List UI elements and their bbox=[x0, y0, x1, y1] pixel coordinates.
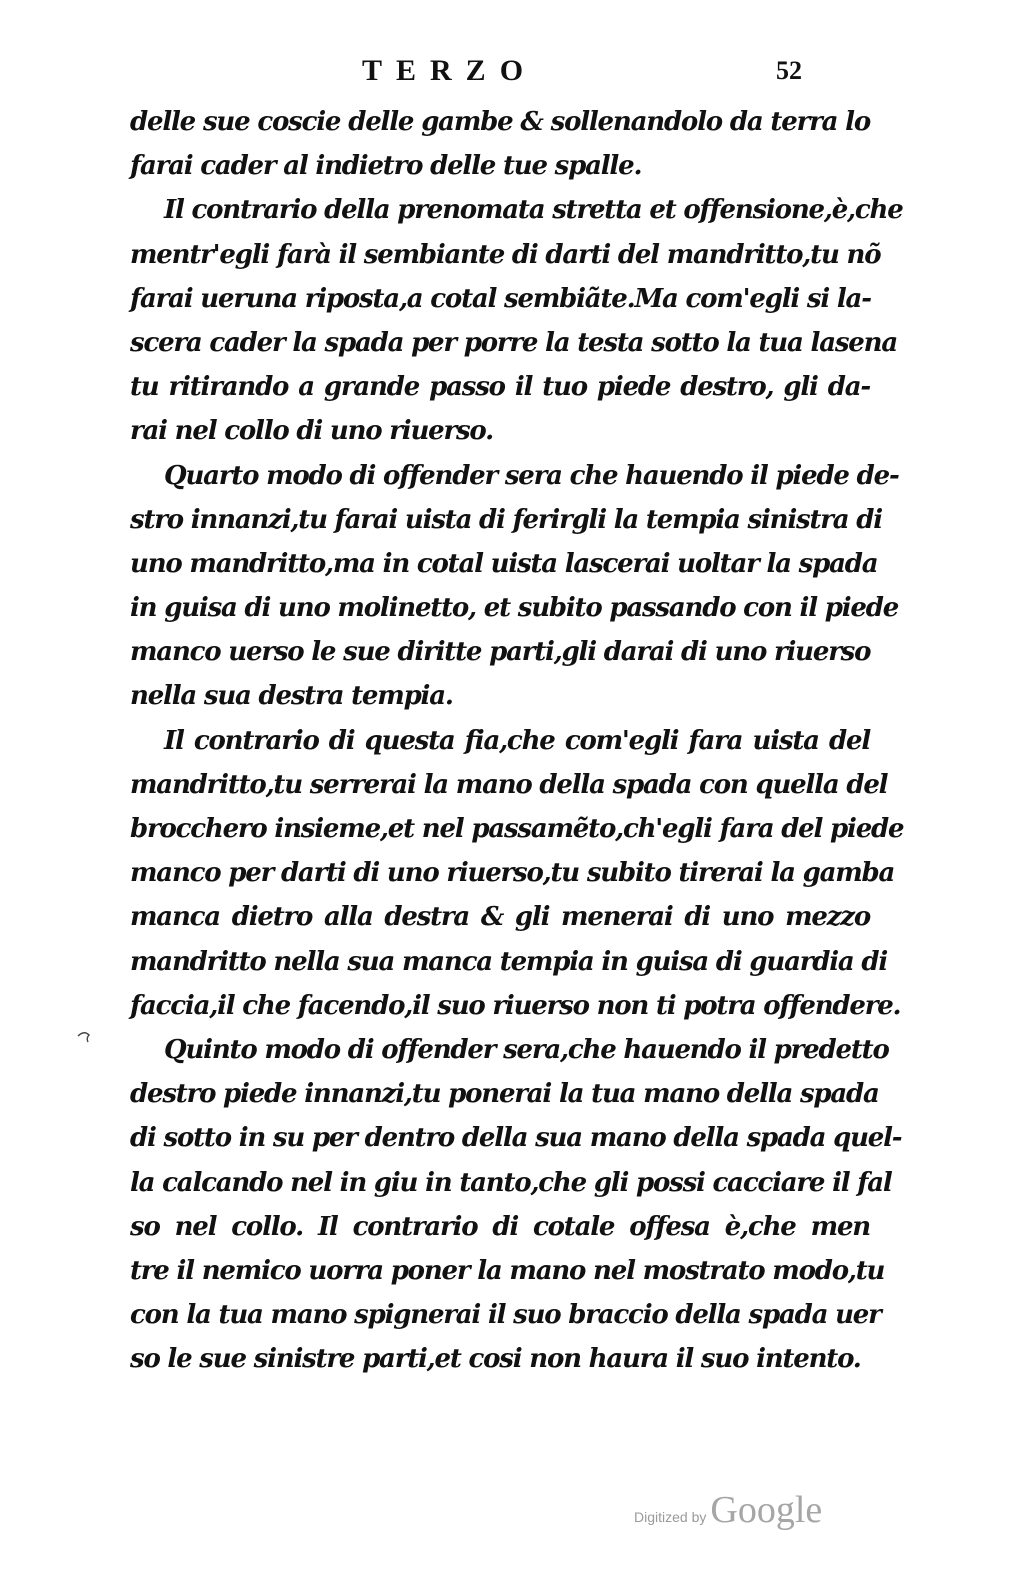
page-header bbox=[0, 54, 1024, 94]
text-line: farai cader al indietro delle tue spalle. bbox=[130, 151, 642, 182]
text-line: nella sua destra tempia. bbox=[130, 681, 453, 712]
body-text bbox=[130, 100, 904, 1381]
text-line: uno mandritto,ma in cotal uista lascerai uoltar la spada bbox=[130, 548, 878, 579]
text-line: mandritto,tu serrerai la mano della spada con quella del bbox=[130, 769, 888, 800]
text-line: manco uerso le sue diritte parti,gli darai di uno riuerso bbox=[130, 637, 871, 668]
text-line: mandritto nella sua manca tempia in guisa di guardia di bbox=[130, 946, 888, 977]
running-title: TERZO bbox=[362, 54, 538, 87]
text-line: di sotto in su per dentro della sua mano della spada quel- bbox=[130, 1123, 902, 1154]
text-line: Il contrario della prenomata stretta et offensione,è,che bbox=[164, 195, 903, 226]
margin-mark-icon bbox=[76, 1028, 92, 1044]
text-line: manca dietro alla destra & gli menerai di uno mezzo bbox=[130, 902, 870, 933]
watermark-prefix: Digitized by bbox=[634, 1509, 707, 1525]
text-line: Il contrario di questa fia,che com'egli fara uista del bbox=[164, 725, 870, 756]
text-line: manco per darti di uno riuerso,tu subito tirerai la gamba bbox=[130, 858, 895, 889]
text-line: la calcando nel in giu in tanto,che gli possi cacciare il fal bbox=[130, 1167, 892, 1198]
text-line: scera cader la spada per porre la testa sotto la tua lasena bbox=[130, 327, 897, 358]
text-line: Quinto modo di offender sera,che hauendo il predetto bbox=[164, 1034, 889, 1065]
text-line: Quarto modo di offender sera che hauendo il piede de- bbox=[164, 460, 899, 491]
text-line: tu ritirando a grande passo il tuo piede destro, gli da- bbox=[130, 372, 870, 403]
text-line: delle sue coscie delle gambe & sollenandolo da terra lo bbox=[130, 107, 870, 137]
text-line: so nel collo. Il contrario di cotale offesa è,che men bbox=[130, 1211, 870, 1242]
text-line: farai ueruna riposta,a cotal sembiãte.Ma com'egli si la- bbox=[130, 283, 871, 314]
text-line: tre il nemico uorra poner la mano nel mostrato modo,tu bbox=[130, 1255, 885, 1286]
text-line: faccia,il che facendo,il suo riuerso non ti potra offendere. bbox=[130, 990, 901, 1021]
google-logo: Google bbox=[710, 1489, 823, 1531]
text-line: destro piede innanzi,tu ponerai la tua mano della spada bbox=[130, 1079, 879, 1110]
text-line: mentr'egli farà il sembiante di darti del mandritto,tu nõ bbox=[130, 239, 881, 270]
page-number: 52 bbox=[776, 56, 802, 85]
text-line: so le sue sinistre parti,et cosi non haura il suo intento. bbox=[130, 1344, 861, 1375]
text-line: con la tua mano spignerai il suo braccio della spada uer bbox=[130, 1300, 881, 1331]
digitized-watermark bbox=[634, 1488, 823, 1531]
text-line: rai nel collo di uno riuerso. bbox=[130, 416, 493, 447]
text-line: brocchero insieme,et nel passamẽto,ch'egli fara del piede bbox=[130, 814, 904, 844]
text-line: in guisa di uno molinetto, et subito passando con il piede bbox=[130, 593, 899, 624]
text-line: stro innanzi,tu farai uista di ferirgli la tempia sinistra di bbox=[130, 504, 882, 535]
